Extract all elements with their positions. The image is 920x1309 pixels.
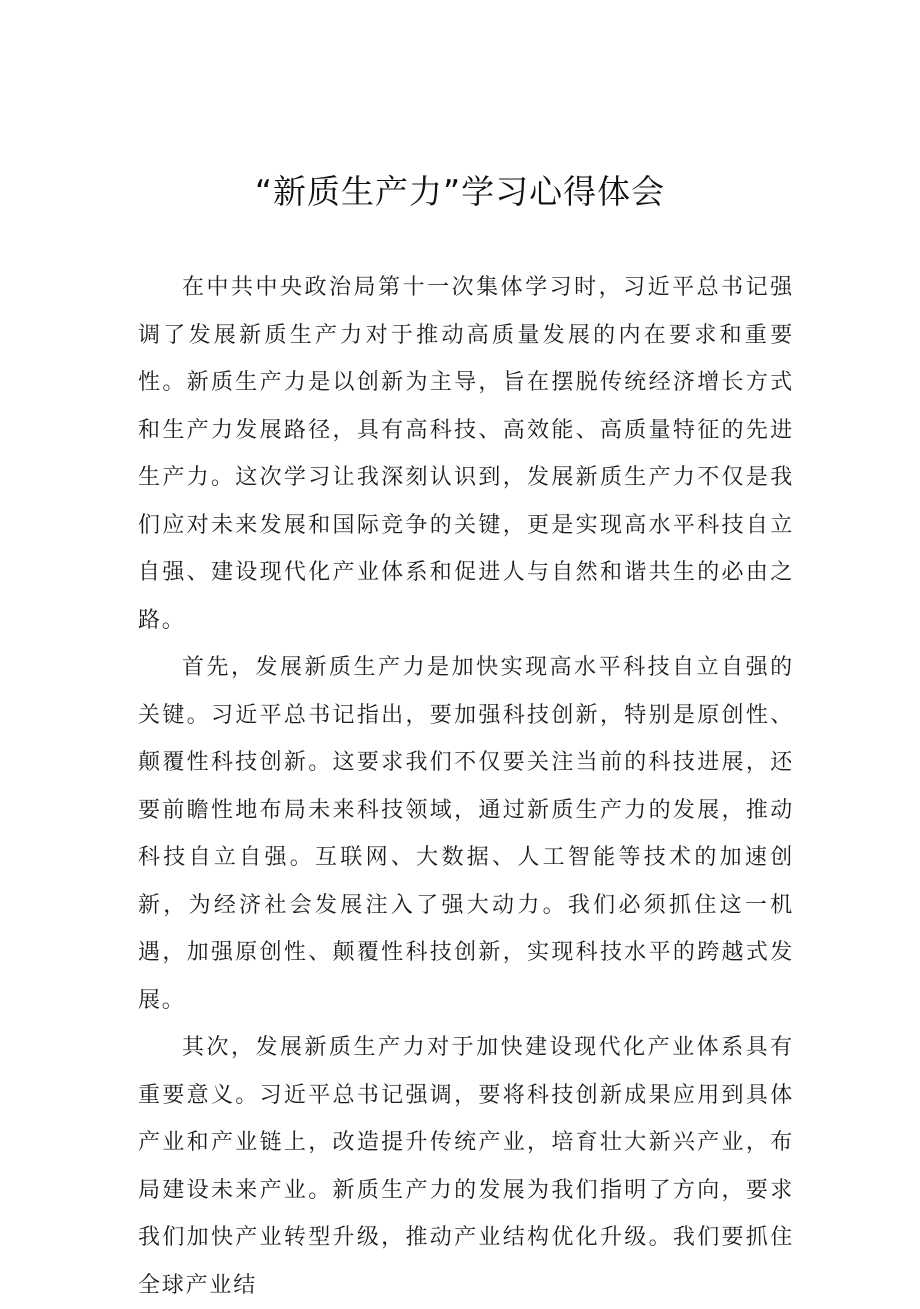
paragraph-second: 其次，发展新质生产力对于加快建设现代化产业体系具有重要意义。习近平总书记强调，要将科技创新成果应用到具体产业和产业链上，改造提升传统产业，培育壮大新兴产业，布局建设未来产业。新质生产力的发展为我们指明了方向，要求我们加快产业转型升级，推动产业结构优化升级。我们要抓住全球产业结: [138, 1035, 794, 1298]
paragraph-intro: 在中共中央政治局第十一次集体学习时，习近平总书记强调了发展新质生产力对于推动高质量发展的内在要求和重要性。新质生产力是以创新为主导，旨在摆脱传统经济增长方式和生产力发展路径，具有高科技、高效能、高质量特征的先进生产力。这次学习让我深刻认识到，发展新质生产力不仅是我们应对未来发展和国际竞争的关键，更是实现高水平科技自立自强、建设现代化产业体系和促进人与自然和谐共生的必由之路。: [138, 275, 794, 633]
document-title: “新质生产力”学习心得体会: [254, 172, 666, 211]
paragraph-first: 首先，发展新质生产力是加快实现高水平科技自立自强的关键。习近平总书记指出，要加强科技创新，特别是原创性、颠覆性科技创新。这要求我们不仅要关注当前的科技进展，还要前瞻性地布局未来科技领域，通过新质生产力的发展，推动科技自立自强。互联网、大数据、人工智能等技术的加速创新，为经济社会发展注入了强大动力。我们必须抓住这一机遇，加强原创性、颠覆性科技创新，实现科技水平的跨越式发展。: [138, 655, 794, 1013]
document-body: [138, 264, 794, 1309]
